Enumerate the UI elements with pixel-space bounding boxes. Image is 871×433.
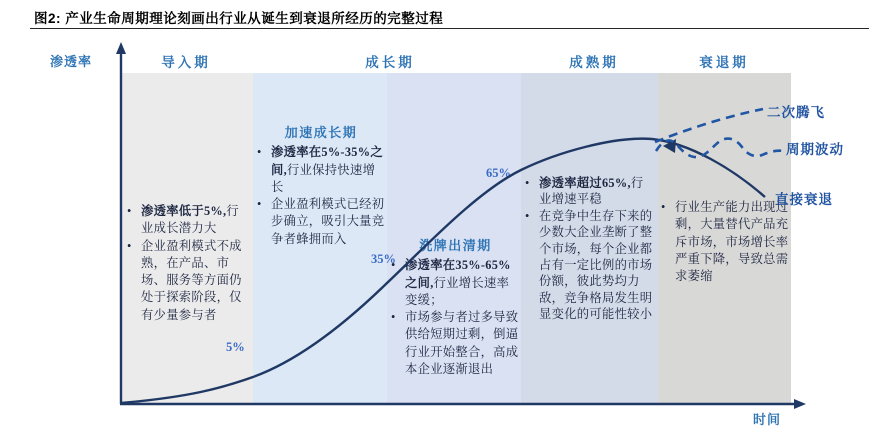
bullet-rest-text: 行业增长速率变缓；: [405, 275, 510, 307]
bullet-item: [391, 309, 520, 378]
bullet-item: [391, 257, 520, 309]
x-axis-arrow-icon: [794, 399, 806, 409]
phase-header-growth: 成长期: [365, 55, 415, 70]
bullet-rest-text: • 企业盈利模式不成熟，在产品、市场、服务等方面仍处于探索阶段，仅有少量参与者: [141, 238, 242, 322]
bullet-item: [525, 175, 656, 208]
bullet-rest-text: 行业成长潜力大: [141, 204, 240, 236]
bullet-rest-text: 行业保持快速增长: [271, 162, 376, 194]
bullet-item: [525, 208, 656, 323]
y-axis-label: 渗透率: [50, 54, 93, 69]
bullet-rest-text: • 市场参与者过多导致供给短期过剩，倒逼行业开始整合，高成本企业逐渐退出: [405, 310, 519, 377]
phase-header-maturity: 成熟期: [569, 55, 619, 70]
milestone-65pct: 65%: [486, 166, 511, 180]
x-axis-label: 时间: [753, 412, 782, 427]
title-divider: [30, 28, 869, 29]
bullet-rest-text: • 企业盈利模式已经初步确立，吸引大量竞争者蜂拥而入: [271, 197, 385, 246]
scenario-second-takeoff: 二次腾飞: [767, 105, 825, 120]
bullet-item: [257, 196, 385, 248]
bullet-item: [257, 144, 385, 196]
bullet-bold-text: 渗透率在5%-35%之间,: [271, 145, 383, 177]
bullet-bold-text: 渗透率在35%-65%之间,: [405, 258, 511, 290]
milestone-35pct: 35%: [371, 252, 396, 266]
bullet-item: [661, 199, 789, 285]
subphase-title-accelerated-growth: 加速成长期: [284, 125, 358, 140]
bullet-rest-text: 行业增速平稳: [539, 176, 644, 207]
bullet-bold-text: 渗透率超过65%,: [539, 176, 631, 190]
scenario-cyclical-fluctuation: 周期波动: [786, 142, 844, 157]
y-axis-arrow-icon: [116, 42, 126, 54]
bullet-bold-text: 渗透率低于5%,: [141, 204, 227, 218]
phase-header-decline: 衰退期: [699, 55, 749, 70]
note-decline: [661, 199, 789, 285]
note-accelerated-growth: [257, 124, 385, 248]
bullet-rest-text: • 行业生产能力出现过剩，大量替代产品充斥市场，市场增长率严重下降，导致总需求萎缩: [675, 200, 789, 284]
note-introduction: [127, 203, 251, 324]
bullet-item: [127, 203, 251, 238]
milestone-5pct: 5%: [226, 340, 245, 354]
subphase-title-shakeout: 洗牌出清期: [419, 238, 492, 253]
bullet-item: [127, 238, 251, 324]
note-maturity: [525, 175, 656, 323]
note-shakeout: [391, 237, 520, 378]
phase-header-introduction: 导入期: [161, 55, 211, 70]
figure-title: 图2: 产业生命周期理论刻画出行业从诞生到衰退所经历的完整过程: [34, 11, 444, 26]
bullet-rest-text: • 在竞争中生存下来的少数大企业垄断了整个市场，每个企业都占有一定比例的市场份额，彼此势均力敌，竞争格局发生明显变化的可能性较小: [539, 208, 653, 322]
scenario-direct-decline: 直接衰退: [775, 192, 833, 207]
